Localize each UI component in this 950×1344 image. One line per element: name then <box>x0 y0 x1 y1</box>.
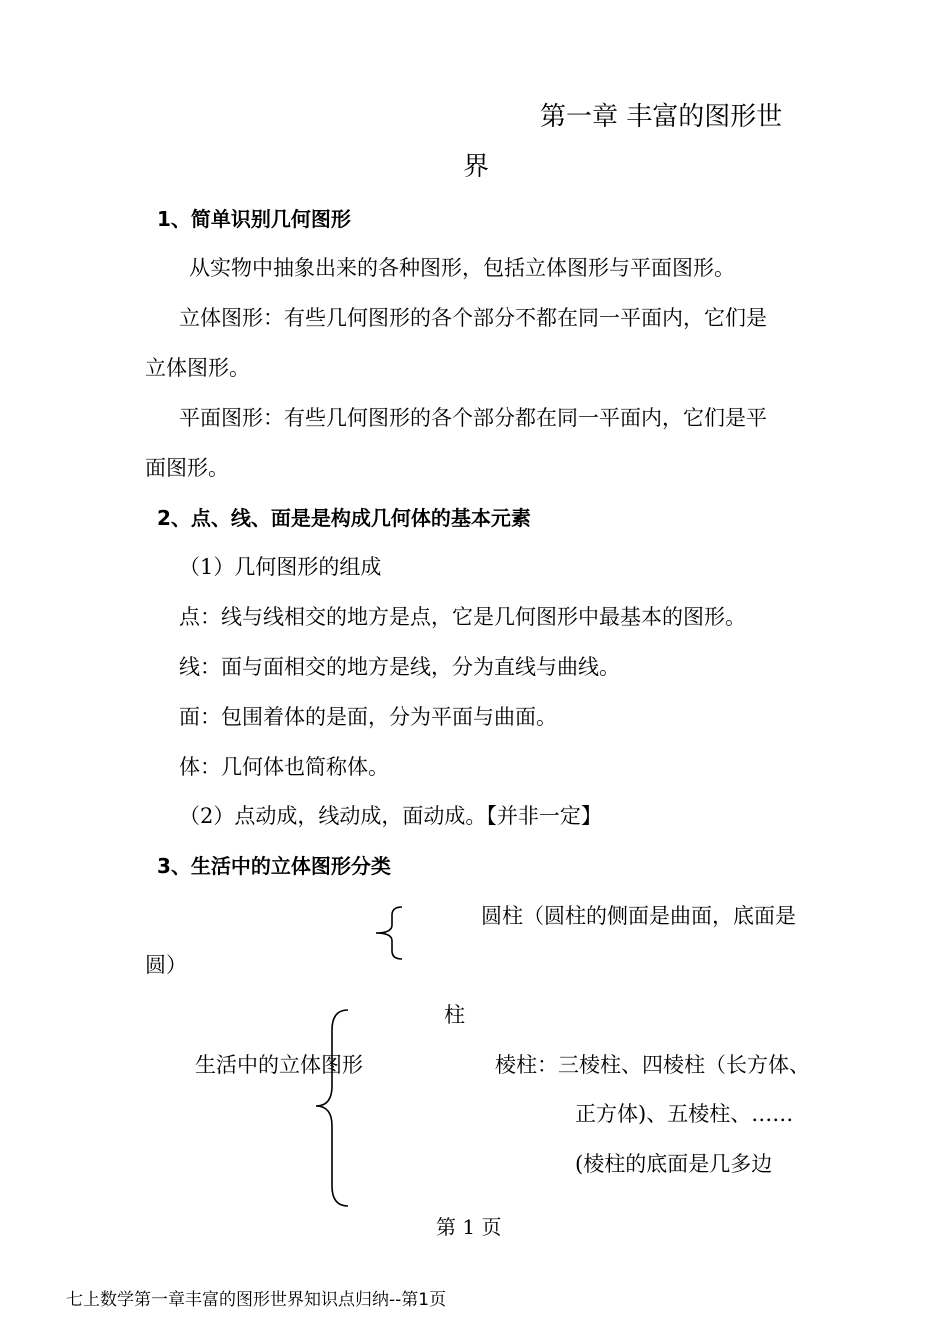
section-2-paragraph: 面：包围着体的是面，分为平面与曲面。 <box>179 705 557 729</box>
prism-description-continued: 正方体)、五棱柱、…… <box>575 1102 794 1126</box>
pillar-label: 柱 <box>444 1003 465 1027</box>
section-2-paragraph: 线：面与面相交的地方是线，分为直线与曲线。 <box>179 655 620 679</box>
large-left-brace <box>310 1008 354 1210</box>
section-2-heading: 2、点、线、面是是构成几何体的基本元素 <box>157 506 531 530</box>
chapter-title-line1: 第一章 丰富的图形世 <box>540 102 783 132</box>
page-number: 第 1 页 <box>436 1215 502 1239</box>
section-1-paragraph: 面图形。 <box>145 456 229 480</box>
section-2-paragraph: 点：线与线相交的地方是点，它是几何图形中最基本的图形。 <box>179 605 746 629</box>
small-left-brace <box>370 905 410 961</box>
section-1-paragraph: 平面图形：有些几何图形的各个部分都在同一平面内，它们是平 <box>179 406 767 430</box>
diagram-root-label: 生活中的立体图形 <box>195 1053 363 1077</box>
section-1-heading: 1、简单识别几何图形 <box>157 207 351 231</box>
document-footer: 七上数学第一章丰富的图形世界知识点归纳--第1页 <box>66 1290 447 1310</box>
cylinder-description: 圆柱（圆柱的侧面是曲面，底面是 <box>481 904 796 928</box>
section-1-paragraph: 立体图形：有些几何图形的各个部分不都在同一平面内，它们是 <box>179 306 767 330</box>
section-2-paragraph: （1）几何图形的组成 <box>179 555 382 579</box>
section-2-paragraph: 体：几何体也简称体。 <box>179 755 389 779</box>
prism-description: 棱柱：三棱柱、四棱柱（长方体、 <box>495 1053 810 1077</box>
section-1-paragraph: 立体图形。 <box>145 356 250 380</box>
section-2-paragraph: （2）点动成，线动成，面动成。【并非一定】 <box>179 804 602 828</box>
chapter-title-line2: 界 <box>463 152 490 182</box>
prism-base-note: (棱柱的底面是几多边 <box>575 1152 773 1176</box>
section-1-paragraph: 从实物中抽象出来的各种图形，包括立体图形与平面图形。 <box>189 256 735 280</box>
section-3-heading: 3、生活中的立体图形分类 <box>157 854 391 878</box>
cylinder-description-continued: 圆） <box>145 953 187 977</box>
